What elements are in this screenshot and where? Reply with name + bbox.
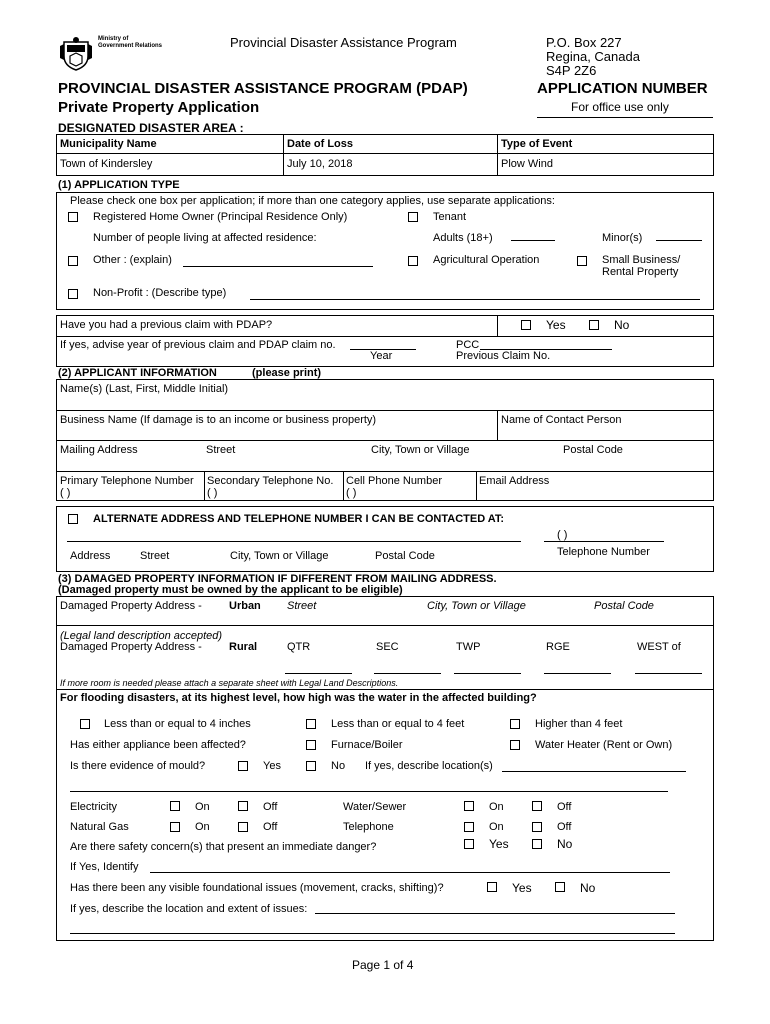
flooding-question: For flooding disasters, at its highest level, how high was the water in the affected building? <box>60 692 537 704</box>
alternate-city-sub: City, Town or Village <box>230 550 329 562</box>
previous-claim-no-label: No <box>614 318 630 332</box>
previous-claim-question: Have you had a previous claim with PDAP? <box>60 319 273 331</box>
foundation-no-label: No <box>580 881 596 895</box>
applicant-info-title: (2) APPLICANT INFORMATION <box>58 367 217 379</box>
water-le-4in-label: Less than or equal to 4 inches <box>104 718 251 730</box>
mould-location-field-2[interactable] <box>70 791 668 792</box>
agricultural-checkbox[interactable] <box>408 256 418 266</box>
natural-gas-on-label: On <box>195 821 210 833</box>
telephone-label: Telephone <box>343 821 394 833</box>
telephone-off-checkbox[interactable] <box>532 822 542 832</box>
west-of-label: WEST of <box>637 641 681 653</box>
mould-no-label: No <box>331 760 346 772</box>
mould-yes-label: Yes <box>263 760 281 772</box>
furnace-label: Furnace/Boiler <box>331 739 403 751</box>
address-line-1: P.O. Box 227 <box>546 35 622 50</box>
alternate-phone-sub: Telephone Number <box>557 546 650 558</box>
mould-no-checkbox[interactable] <box>306 761 316 771</box>
minors-label: Minor(s) <box>602 232 643 244</box>
water-heater-checkbox[interactable] <box>510 740 520 750</box>
agricultural-label: Agricultural Operation <box>433 254 540 266</box>
mould-location-label: If yes, describe location(s) <box>365 760 493 772</box>
previous-claim-yes-label: Yes <box>546 318 566 332</box>
names-field[interactable]: Name(s) (Last, First, Middle Initial) <box>60 383 229 395</box>
home-owner-label: Registered Home Owner (Principal Residence Only) <box>93 211 348 223</box>
small-business-label-2: Rental Property <box>602 266 679 278</box>
other-label: Other : (explain) <box>93 254 172 266</box>
primary-phone-field[interactable]: Primary Telephone Number <box>60 475 194 487</box>
date-of-loss-header: Date of Loss <box>287 138 354 150</box>
small-business-label-1: Small Business/ <box>602 254 681 266</box>
identify-label: If Yes, Identify <box>70 861 139 873</box>
cell-phone-field[interactable]: Cell Phone Number <box>346 475 442 487</box>
rge-field[interactable] <box>544 673 611 674</box>
qtr-field[interactable] <box>285 673 352 674</box>
event-type-header: Type of Event <box>501 138 573 150</box>
urban-city-label: City, Town or Village <box>427 600 526 612</box>
identify-field[interactable] <box>150 872 670 873</box>
alternate-address-sub: Address <box>70 550 111 562</box>
previous-claim-yes-checkbox[interactable] <box>521 320 531 330</box>
foundation-describe-label: If yes, describe the location and extent of issues: <box>70 903 308 915</box>
office-use-note: For office use only <box>571 100 669 114</box>
foundation-describe-field[interactable] <box>315 913 675 914</box>
contact-person-field[interactable]: Name of Contact Person <box>501 414 622 426</box>
application-type-title: (1) APPLICATION TYPE <box>58 179 180 191</box>
water-heater-label: Water Heater (Rent or Own) <box>535 739 673 751</box>
sec-label: SEC <box>376 641 399 653</box>
saskatchewan-crest-logo <box>58 36 94 72</box>
urban-street-label: Street <box>287 600 317 612</box>
previous-claim-year-label: Year <box>370 350 393 362</box>
ministry-line-1: Ministry of <box>98 36 129 42</box>
alternate-street-sub: Street <box>140 550 170 562</box>
alternate-address-field[interactable] <box>67 541 521 542</box>
email-field[interactable]: Email Address <box>479 475 550 487</box>
primary-phone-area: ( ) <box>60 487 71 499</box>
water-sewer-label: Water/Sewer <box>343 801 407 813</box>
qtr-label: QTR <box>287 641 311 653</box>
furnace-checkbox[interactable] <box>306 740 316 750</box>
non-profit-type-field[interactable] <box>250 299 700 300</box>
alternate-address-checkbox[interactable] <box>68 514 78 524</box>
please-print-note: (please print) <box>252 367 322 379</box>
mailing-address-field[interactable]: Mailing Address <box>60 444 138 456</box>
alternate-phone-area: ( ) <box>557 529 568 541</box>
application-number-label: APPLICATION NUMBER <box>537 80 708 97</box>
telephone-off-label: Off <box>557 821 572 833</box>
non-profit-label: Non-Profit : (Describe type) <box>93 287 227 299</box>
municipality-value[interactable]: Town of Kindersley <box>60 158 153 170</box>
natural-gas-off-checkbox[interactable] <box>238 822 248 832</box>
mould-question: Is there evidence of mould? <box>70 760 206 772</box>
water-sewer-on-checkbox[interactable] <box>464 801 474 811</box>
safety-yes-label: Yes <box>489 837 509 851</box>
foundation-no-checkbox[interactable] <box>555 882 565 892</box>
mailing-city-label: City, Town or Village <box>371 444 470 456</box>
twp-field[interactable] <box>454 673 521 674</box>
page-number: Page 1 of 4 <box>352 958 414 972</box>
secondary-phone-area: ( ) <box>207 487 218 499</box>
safety-no-checkbox[interactable] <box>532 839 542 849</box>
telephone-on-checkbox[interactable] <box>464 822 474 832</box>
electricity-off-label: Off <box>263 801 278 813</box>
electricity-off-checkbox[interactable] <box>238 801 248 811</box>
natural-gas-label: Natural Gas <box>70 821 129 833</box>
natural-gas-on-checkbox[interactable] <box>170 822 180 832</box>
address-line-2: Regina, Canada <box>546 49 640 64</box>
damaged-property-title: (3) DAMAGED PROPERTY INFORMATION IF DIFFERENT FROM MAILING ADDRESS. <box>58 573 497 585</box>
alternate-postal-sub: Postal Code <box>375 550 435 562</box>
water-le-4in-checkbox[interactable] <box>80 719 90 729</box>
appliance-question: Has either appliance been affected? <box>70 739 246 751</box>
alternate-phone-field[interactable] <box>544 541 664 542</box>
ministry-line-2: Government Relations <box>98 43 163 49</box>
foundation-yes-checkbox[interactable] <box>487 882 497 892</box>
designated-area-label: DESIGNATED DISASTER AREA : <box>58 121 244 135</box>
page-title: PROVINCIAL DISASTER ASSISTANCE PROGRAM (PDAP) <box>58 80 468 97</box>
people-living-label: Number of people living at affected residence: <box>93 232 317 244</box>
west-of-field[interactable] <box>635 673 702 674</box>
water-le-4ft-label: Less than or equal to 4 feet <box>331 718 465 730</box>
rural-address-label: Damaged Property Address - <box>60 641 202 653</box>
previous-claim-number-label: Previous Claim No. <box>456 350 551 362</box>
cell-phone-area: ( ) <box>346 487 357 499</box>
non-profit-checkbox[interactable] <box>68 289 78 299</box>
electricity-on-label: On <box>195 801 210 813</box>
rural-label: Rural <box>229 641 258 653</box>
tenant-label: Tenant <box>433 211 467 223</box>
previous-claim-no-checkbox[interactable] <box>589 320 599 330</box>
water-sewer-on-label: On <box>489 801 504 813</box>
previous-claim-advise: If yes, advise year of previous claim and PDAP claim no. <box>60 339 336 351</box>
program-name: Provincial Disaster Assistance Program <box>230 35 457 50</box>
page-subtitle: Private Property Application <box>58 99 260 116</box>
mould-location-field[interactable] <box>502 771 686 772</box>
adults-field[interactable] <box>511 240 555 241</box>
event-type-value[interactable]: Plow Wind <box>501 158 553 170</box>
natural-gas-off-label: Off <box>263 821 278 833</box>
urban-label: Urban <box>229 600 261 612</box>
safety-no-label: No <box>557 837 573 851</box>
safety-yes-checkbox[interactable] <box>464 839 474 849</box>
small-business-checkbox[interactable] <box>577 256 587 266</box>
business-name-field[interactable]: Business Name (If damage is to an income or business property) <box>60 414 377 426</box>
foundation-describe-field-2[interactable] <box>70 933 675 934</box>
rge-label: RGE <box>546 641 570 653</box>
mailing-street-label: Street <box>206 444 236 456</box>
secondary-phone-field[interactable]: Secondary Telephone No. <box>207 475 334 487</box>
other-explain-field[interactable] <box>183 266 373 267</box>
date-of-loss-value[interactable]: July 10, 2018 <box>287 158 353 170</box>
minors-field[interactable] <box>656 240 702 241</box>
electricity-on-checkbox[interactable] <box>170 801 180 811</box>
mailing-postal-label: Postal Code <box>563 444 623 456</box>
sec-field[interactable] <box>374 673 441 674</box>
water-sewer-off-label: Off <box>557 801 572 813</box>
urban-postal-label: Postal Code <box>594 600 654 612</box>
electricity-label: Electricity <box>70 801 118 813</box>
adults-label: Adults (18+) <box>433 232 493 244</box>
more-room-note: If more room is needed please attach a separate sheet with Legal Land Descriptions. <box>60 678 399 688</box>
other-checkbox[interactable] <box>68 256 78 266</box>
legal-description-note: (Legal land description accepted) <box>60 630 223 642</box>
damaged-property-subtitle: (Damaged property must be owned by the applicant to be eligible) <box>58 584 403 596</box>
water-le-4ft-checkbox[interactable] <box>306 719 316 729</box>
address-line-3: S4P 2Z6 <box>546 63 597 78</box>
water-sewer-off-checkbox[interactable] <box>532 801 542 811</box>
safety-question: Are there safety concern(s) that present an immediate danger? <box>70 841 377 853</box>
municipality-header: Municipality Name <box>60 138 157 150</box>
application-type-instruction: Please check one box per application; if more than one category applies, use separate applications: <box>70 195 555 207</box>
tenant-checkbox[interactable] <box>408 212 418 222</box>
foundation-question: Has there been any visible foundational issues (movement, cracks, shifting)? <box>70 882 444 894</box>
urban-address-label: Damaged Property Address - <box>60 600 202 612</box>
pcc-label: PCC <box>456 339 480 351</box>
alternate-address-label: ALTERNATE ADDRESS AND TELEPHONE NUMBER I CAN BE CONTACTED AT: <box>93 513 505 525</box>
home-owner-checkbox[interactable] <box>68 212 78 222</box>
mould-yes-checkbox[interactable] <box>238 761 248 771</box>
water-gt-4ft-label: Higher than 4 feet <box>535 718 623 730</box>
water-gt-4ft-checkbox[interactable] <box>510 719 520 729</box>
twp-label: TWP <box>456 641 481 653</box>
foundation-yes-label: Yes <box>512 881 532 895</box>
telephone-on-label: On <box>489 821 504 833</box>
